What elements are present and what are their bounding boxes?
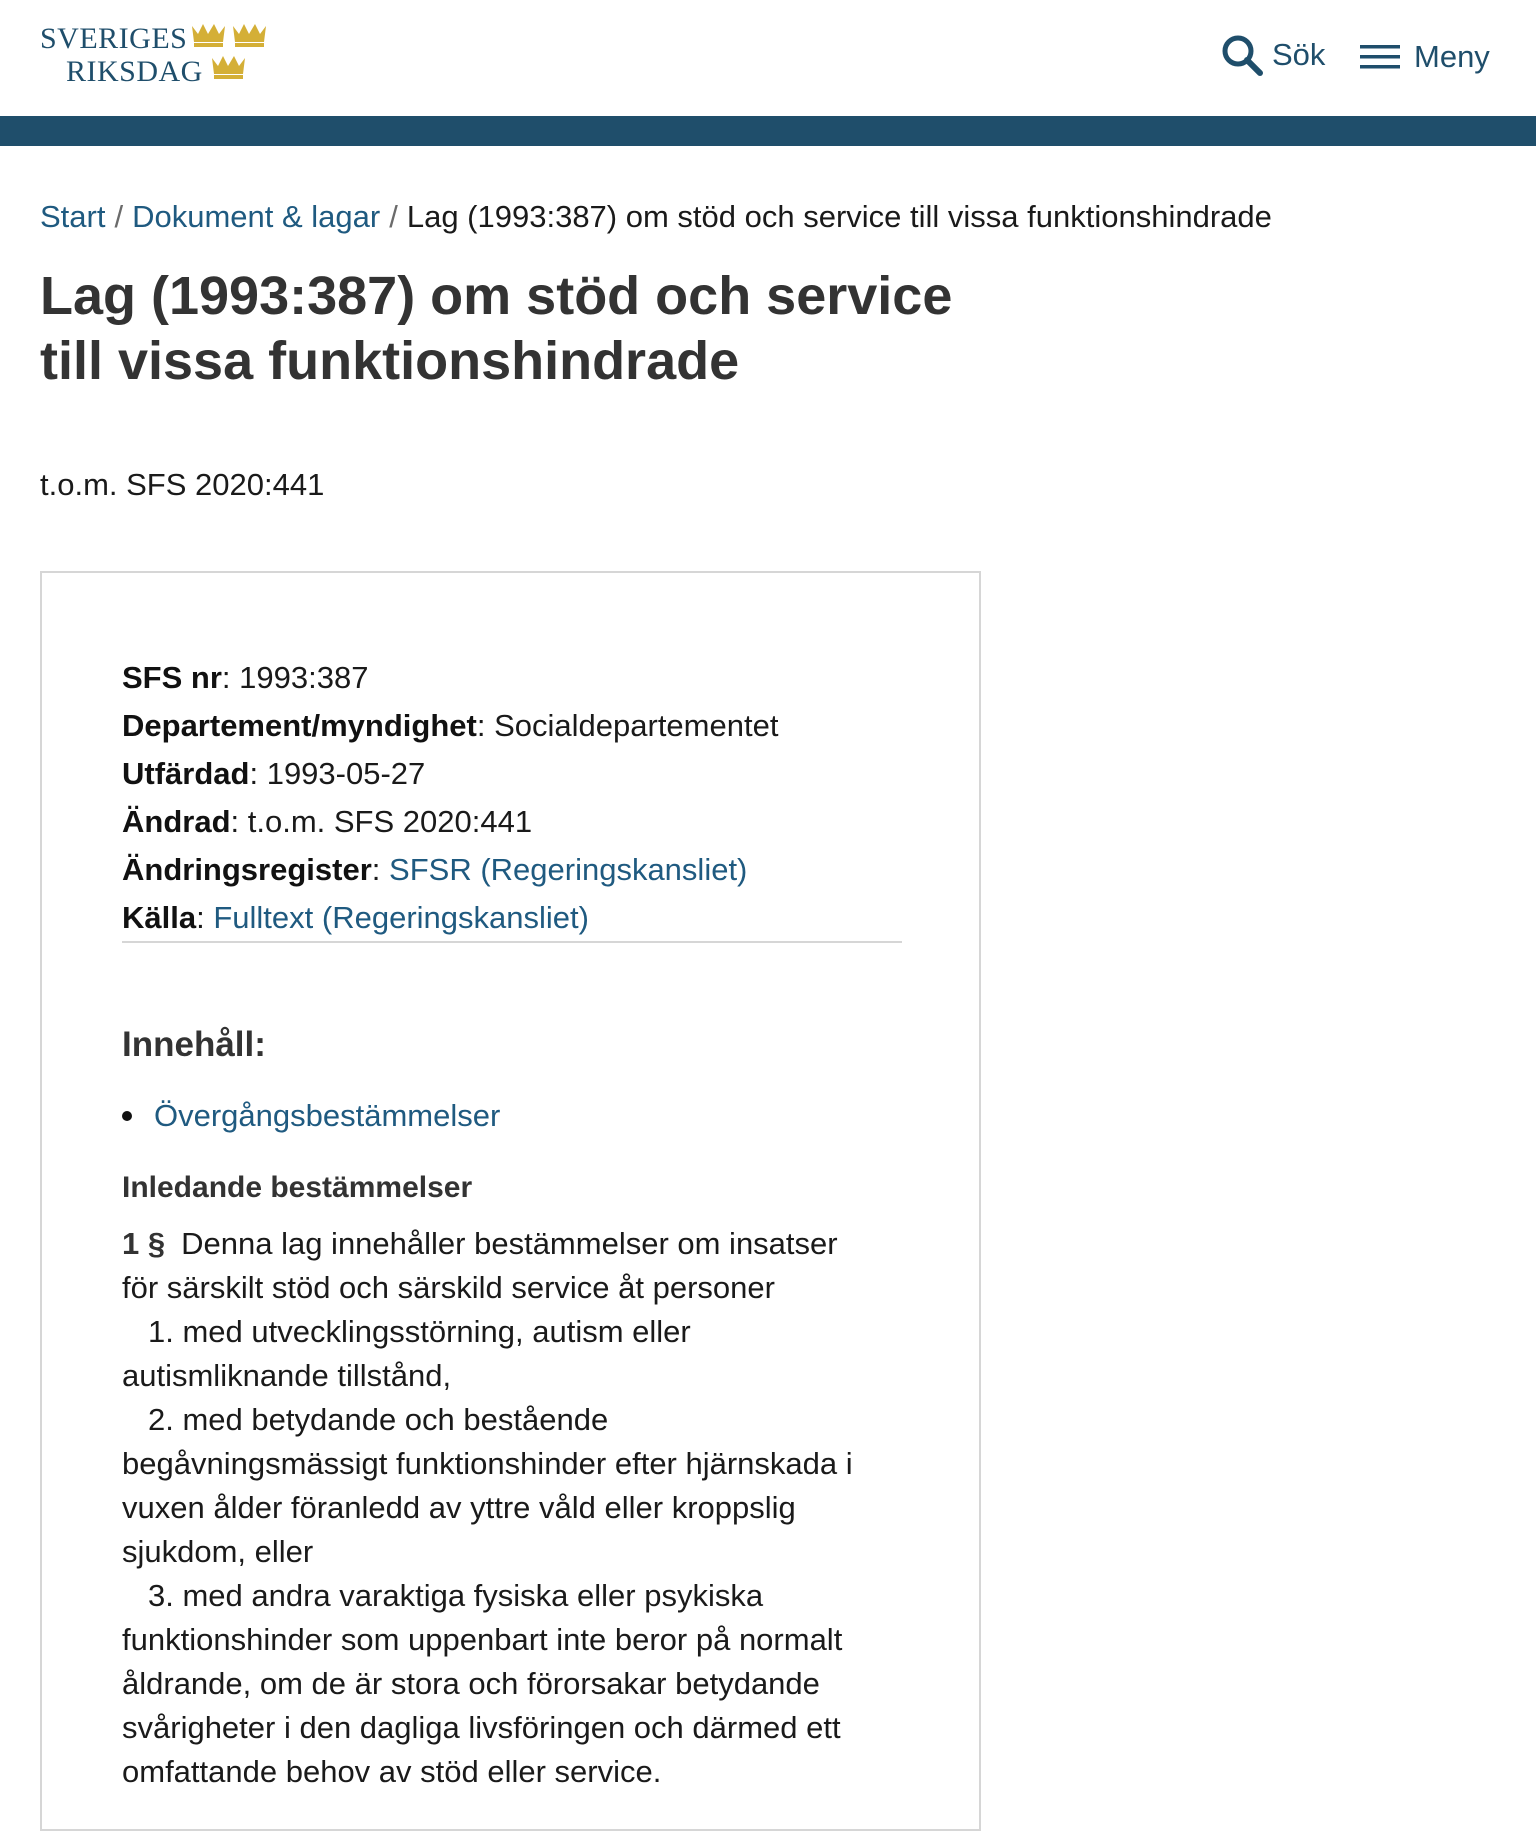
logo-text-sveriges: SVERIGES — [40, 22, 188, 55]
meta-colon: : — [476, 708, 486, 743]
meta-changed-row — [122, 798, 902, 846]
law-list-item-2: 2. med betydande och bestående — [148, 1402, 609, 1437]
meta-source-label: Källa — [122, 900, 197, 935]
sfsr-link[interactable]: SFSR (Regeringskansliet) — [389, 852, 748, 887]
search-label: Sök — [1272, 37, 1326, 72]
law-line: funktionshinder som uppenbart inte beror på normalt — [122, 1622, 843, 1657]
menu-label: Meny — [1414, 39, 1490, 74]
breadcrumb-start-link[interactable]: Start — [40, 199, 106, 234]
law-line: begåvningsmässigt funktionshinder efter hjärnskada i — [122, 1446, 853, 1481]
law-list-item-3: 3. med andra varaktiga fysiska eller psykiska — [148, 1578, 764, 1613]
breadcrumb — [40, 198, 1272, 236]
meta-sfs-value: 1993:387 — [239, 660, 369, 695]
law-line: svårigheter i den dagliga livsföringen och därmed ett — [122, 1710, 841, 1745]
meta-colon: : — [221, 660, 231, 695]
bullet-icon — [122, 1111, 132, 1121]
law-line: vuxen ålder föranledd av yttre våld eller kroppslig — [122, 1490, 796, 1525]
law-line: sjukdom, eller — [122, 1534, 314, 1569]
meta-register-label: Ändringsregister — [122, 852, 372, 887]
law-line: för särskilt stöd och särskild service åt personer — [122, 1270, 775, 1305]
menu-button[interactable] — [1360, 32, 1490, 82]
header-accent-bar — [0, 116, 1536, 146]
page-title: Lag (1993:387) om stöd och service till vissa funktionshindrade — [40, 266, 953, 391]
toc-link-overgangsbestammelser[interactable]: Övergångsbestämmelser — [154, 1098, 501, 1133]
metadata-divider — [122, 941, 902, 943]
law-list-item-1: 1. med utvecklingsstörning, autism eller — [148, 1314, 691, 1349]
search-icon — [1220, 33, 1264, 77]
law-line-text: Denna lag innehåller bestämmelser om insatser — [181, 1226, 838, 1261]
meta-source-row — [122, 894, 902, 942]
paragraph-number: 1 § — [122, 1226, 166, 1261]
section-heading: Inledande bestämmelser — [122, 1171, 473, 1204]
page-subtitle: t.o.m. SFS 2020:441 — [40, 467, 325, 502]
meta-dept-label: Departement/myndighet — [122, 708, 477, 743]
riksdag-logo[interactable] — [40, 22, 280, 92]
meta-dept-row — [122, 702, 902, 750]
breadcrumb-documents-link[interactable]: Dokument & lagar — [132, 199, 381, 234]
law-line — [122, 1222, 902, 1266]
meta-issued-label: Utfärdad — [122, 756, 250, 791]
law-line: omfattande behov av stöd eller service. — [122, 1754, 662, 1789]
law-line: autismliknande tillstånd, — [122, 1358, 452, 1393]
breadcrumb-current: Lag (1993:387) om stöd och service till vissa funktionshindrade — [406, 199, 1272, 234]
meta-dept-value: Socialdepartementet — [494, 708, 779, 743]
meta-sfs-label: SFS nr — [122, 660, 222, 695]
law-text — [122, 1222, 902, 1794]
law-line: åldrande, om de är stora och förorsakar betydande — [122, 1666, 820, 1701]
logo-text-riksdag: RIKSDAG — [66, 55, 203, 88]
toc-list — [122, 1096, 500, 1136]
toc-heading: Innehåll: — [122, 1025, 266, 1064]
fulltext-link[interactable]: Fulltext (Regeringskansliet) — [213, 900, 589, 935]
document-metadata — [122, 654, 902, 942]
toc-item — [122, 1096, 500, 1136]
site-header — [0, 0, 1536, 116]
hamburger-menu-icon — [1360, 43, 1400, 71]
meta-changed-value: t.o.m. SFS 2020:441 — [247, 804, 533, 839]
meta-sfs-row — [122, 654, 902, 702]
meta-colon: : — [249, 756, 259, 791]
meta-colon: : — [371, 852, 381, 887]
breadcrumb-separator: / — [389, 199, 398, 234]
meta-colon: : — [230, 804, 240, 839]
meta-register-row — [122, 846, 902, 894]
three-crowns-icon — [40, 22, 280, 92]
meta-changed-label: Ändrad — [122, 804, 231, 839]
breadcrumb-separator: / — [114, 199, 124, 234]
search-button[interactable] — [1220, 30, 1325, 80]
meta-issued-row — [122, 750, 902, 798]
meta-colon: : — [196, 900, 205, 935]
meta-issued-value: 1993-05-27 — [266, 756, 426, 791]
